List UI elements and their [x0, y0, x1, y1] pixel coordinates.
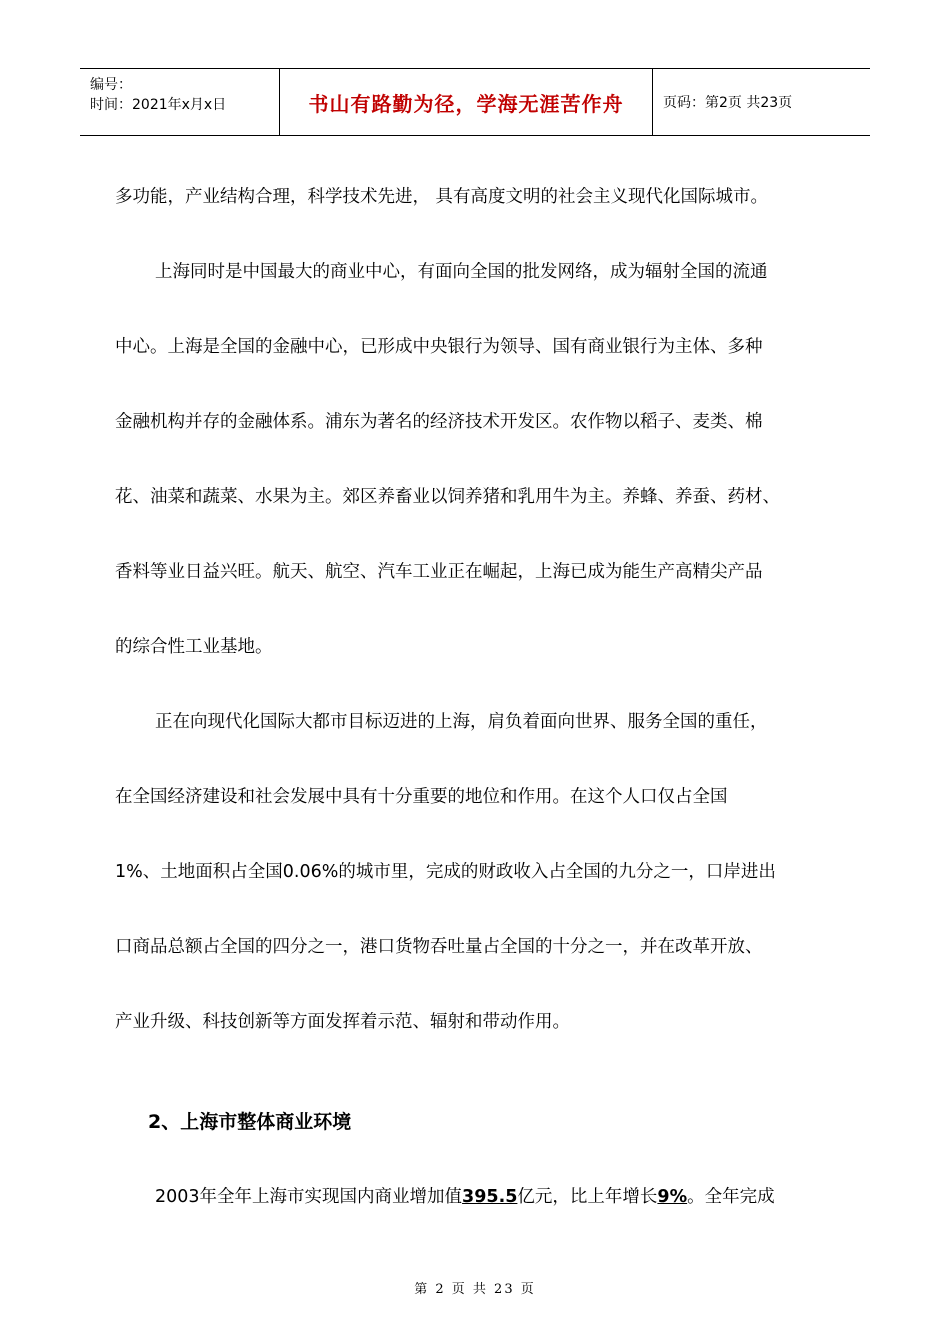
text-line: 上海同时是中国最大的商业中心，有面向全国的批发网络，成为辐射全国的流通 [155, 262, 768, 282]
page-footer: 第 2 页 共 23 页 [414, 1282, 536, 1297]
header-page-info [653, 69, 870, 135]
page-info: 页码：第2页 共23页 [663, 95, 793, 111]
header-table [80, 68, 870, 136]
text-fragment: 。全年完成 [687, 1187, 775, 1207]
section-heading: 2、上海市整体商业环境 [148, 1111, 352, 1133]
text-fragment: 2003年全年上海市实现国内商业增加值 [155, 1187, 463, 1207]
text-line: 香料等业日益兴旺。航天、航空、汽车工业正在崛起，上海已成为能生产高精尖产品 [115, 562, 763, 582]
text-line: 中心。上海是全国的金融中心，已形成中央银行为领导、国有商业银行为主体、多种 [115, 337, 763, 357]
text-line: 1%、土地面积占全国0.06%的城市里，完成的财政收入占全国的九分之一，口岸进出 [115, 862, 776, 882]
header-motto-cell [280, 69, 653, 135]
text-fragment: 亿元，比上年增长 [517, 1187, 658, 1207]
text-line: 产业升级、科技创新等方面发挥着示范、辐射和带动作用。 [115, 1012, 570, 1032]
text-line: 正在向现代化国际大都市目标迈进的上海，肩负着面向世界、服务全国的重任， [155, 712, 768, 732]
text-line: 多功能，产业结构合理，科学技术先进， 具有高度文明的社会主义现代化国际城市。 [115, 187, 769, 207]
text-line [115, 1160, 845, 1235]
text-line: 的综合性工业基地。 [115, 637, 273, 657]
motto: 书山有路勤为径，学海无涯苦作舟 [308, 91, 624, 116]
time-label: 时间：2021年x月x日 [90, 97, 227, 113]
value-commerce-added: 395.5 [462, 1187, 518, 1207]
number-label: 编号： [90, 77, 132, 93]
text-line: 花、油菜和蔬菜、水果为主。郊区养畜业以饲养猪和乳用牛为主。养蜂、养蚕、药材、 [115, 487, 780, 507]
text-line: 金融机构并存的金融体系。浦东为著名的经济技术开发区。农作物以稻子、麦类、棉 [115, 412, 763, 432]
header-meta [80, 69, 280, 135]
document-body [115, 160, 845, 1235]
value-growth-rate: 9% [657, 1187, 688, 1207]
text-line: 口商品总额占全国的四分之一，港口货物吞吐量占全国的十分之一，并在改革开放、 [115, 937, 763, 957]
text-line: 在全国经济建设和社会发展中具有十分重要的地位和作用。在这个人口仅占全国 [115, 787, 728, 807]
